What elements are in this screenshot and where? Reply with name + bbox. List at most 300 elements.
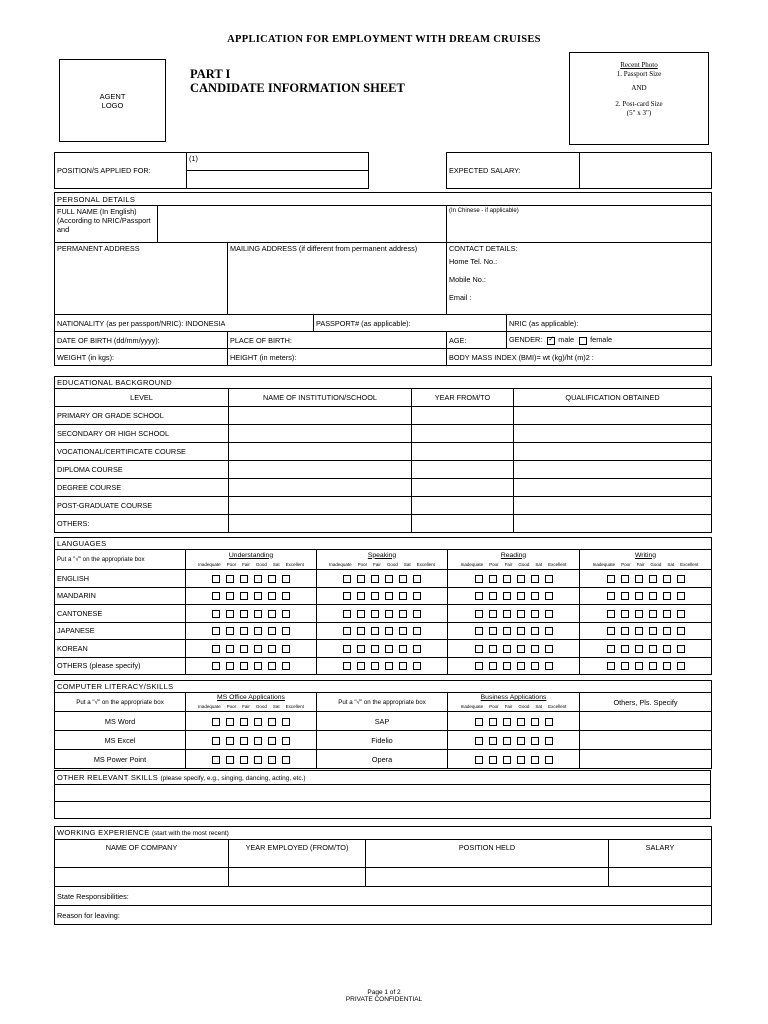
rating-checkbox[interactable] bbox=[545, 662, 553, 670]
rating-checkbox[interactable] bbox=[399, 645, 407, 653]
rating-checkbox[interactable] bbox=[663, 645, 671, 653]
rating-checkboxes bbox=[448, 622, 580, 640]
work-cell[interactable] bbox=[229, 868, 366, 887]
rating-checkbox[interactable] bbox=[531, 662, 539, 670]
rating-checkbox[interactable] bbox=[240, 627, 248, 635]
rating-checkbox[interactable] bbox=[531, 645, 539, 653]
rating-checkbox[interactable] bbox=[621, 645, 629, 653]
scale-label: Sat bbox=[535, 704, 543, 709]
rating-checkbox[interactable] bbox=[489, 645, 497, 653]
rating-checkbox[interactable] bbox=[371, 610, 379, 618]
rating-checkbox[interactable] bbox=[517, 610, 525, 618]
scale-label: Poor bbox=[621, 561, 631, 567]
other-skills-input[interactable] bbox=[55, 802, 711, 819]
rating-checkbox[interactable] bbox=[489, 627, 497, 635]
edu-cell[interactable] bbox=[412, 443, 514, 461]
female-checkbox[interactable] bbox=[579, 337, 587, 345]
rating-checkbox[interactable] bbox=[475, 610, 483, 618]
rating-checkbox[interactable] bbox=[385, 662, 393, 670]
rating-checkbox[interactable] bbox=[413, 575, 421, 583]
rating-checkbox[interactable] bbox=[649, 645, 657, 653]
language-row-label: MANDARIN bbox=[55, 587, 186, 605]
edu-cell[interactable] bbox=[514, 443, 712, 461]
rating-checkbox[interactable] bbox=[240, 610, 248, 618]
rating-checkbox[interactable] bbox=[413, 592, 421, 600]
edu-cell[interactable] bbox=[412, 515, 514, 533]
dob-label: DATE OF BIRTH (dd/mm/yyyy): bbox=[55, 332, 228, 349]
rating-checkbox[interactable] bbox=[399, 592, 407, 600]
position-slot-1[interactable]: (1) bbox=[187, 153, 369, 171]
rating-checkboxes bbox=[317, 587, 448, 605]
rating-checkbox[interactable] bbox=[663, 627, 671, 635]
position-label: POSITION/S APPLIED FOR: bbox=[55, 153, 187, 189]
rating-checkbox[interactable] bbox=[489, 718, 497, 726]
rating-checkbox[interactable] bbox=[475, 627, 483, 635]
rating-checkbox[interactable] bbox=[489, 610, 497, 618]
rating-checkbox[interactable] bbox=[357, 627, 365, 635]
rating-checkbox[interactable] bbox=[226, 756, 234, 764]
rating-checkbox[interactable] bbox=[357, 645, 365, 653]
rating-checkbox[interactable] bbox=[226, 592, 234, 600]
edu-header-qualification: QUALIFICATION OBTAINED bbox=[514, 389, 712, 407]
contact-label: CONTACT DETAILS: bbox=[449, 244, 518, 253]
business-app-label: Opera bbox=[317, 750, 448, 769]
computer-instruction-1: Put a "√" on the appropriate box bbox=[55, 693, 186, 712]
rating-checkbox[interactable] bbox=[635, 610, 643, 618]
rating-checkbox[interactable] bbox=[545, 610, 553, 618]
edu-row-label: POST-GRADUATE COURSE bbox=[55, 497, 229, 515]
languages-rows bbox=[55, 570, 712, 675]
language-row-label: KOREAN bbox=[55, 640, 186, 658]
rating-checkbox[interactable] bbox=[371, 645, 379, 653]
rating-checkbox[interactable] bbox=[343, 645, 351, 653]
rating-checkbox[interactable] bbox=[517, 662, 525, 670]
rating-checkbox[interactable] bbox=[503, 592, 511, 600]
rating-checkbox[interactable] bbox=[503, 718, 511, 726]
scale-row bbox=[188, 560, 314, 569]
rating-checkbox[interactable] bbox=[268, 756, 276, 764]
rating-checkbox[interactable] bbox=[475, 756, 483, 764]
rating-checkbox[interactable] bbox=[517, 645, 525, 653]
rating-checkbox[interactable] bbox=[475, 718, 483, 726]
rating-checkbox[interactable] bbox=[517, 718, 525, 726]
scale-row bbox=[450, 560, 577, 569]
rating-checkbox[interactable] bbox=[475, 592, 483, 600]
edu-cell[interactable] bbox=[412, 497, 514, 515]
rating-checkbox[interactable] bbox=[254, 718, 262, 726]
rating-checkbox[interactable] bbox=[212, 718, 220, 726]
rating-checkbox[interactable] bbox=[240, 718, 248, 726]
rating-checkbox[interactable] bbox=[240, 645, 248, 653]
rating-checkbox[interactable] bbox=[545, 627, 553, 635]
age-label: AGE: bbox=[447, 332, 507, 349]
rating-checkbox[interactable] bbox=[385, 575, 393, 583]
rating-checkbox[interactable] bbox=[212, 627, 220, 635]
work-header-company: NAME OF COMPANY bbox=[55, 840, 229, 868]
rating-checkbox[interactable] bbox=[635, 645, 643, 653]
rating-checkbox[interactable] bbox=[607, 662, 615, 670]
rating-checkbox[interactable] bbox=[545, 737, 553, 745]
rating-checkbox[interactable] bbox=[282, 718, 290, 726]
work-header-salary: SALARY bbox=[609, 840, 712, 868]
rating-checkbox[interactable] bbox=[413, 662, 421, 670]
salary-input[interactable] bbox=[580, 153, 712, 189]
skill-header bbox=[580, 550, 712, 570]
rating-checkbox[interactable] bbox=[475, 645, 483, 653]
edu-cell[interactable] bbox=[514, 425, 712, 443]
other-skills-input[interactable] bbox=[55, 785, 711, 802]
rating-checkbox[interactable] bbox=[475, 737, 483, 745]
rating-checkboxes bbox=[186, 731, 317, 750]
rating-checkbox[interactable] bbox=[240, 756, 248, 764]
rating-checkbox[interactable] bbox=[621, 575, 629, 583]
rating-checkbox[interactable] bbox=[282, 756, 290, 764]
scale-label: Good bbox=[650, 561, 662, 567]
rating-checkbox[interactable] bbox=[226, 627, 234, 635]
rating-checkbox[interactable] bbox=[621, 627, 629, 635]
rating-checkbox[interactable] bbox=[254, 592, 262, 600]
rating-checkbox[interactable] bbox=[413, 610, 421, 618]
edu-cell[interactable] bbox=[514, 497, 712, 515]
rating-checkbox[interactable] bbox=[663, 592, 671, 600]
rating-checkboxes bbox=[448, 587, 580, 605]
rating-checkbox[interactable] bbox=[607, 610, 615, 618]
rating-checkbox[interactable] bbox=[531, 756, 539, 764]
rating-checkbox[interactable] bbox=[371, 592, 379, 600]
rating-checkboxes bbox=[448, 605, 580, 623]
rating-checkbox[interactable] bbox=[357, 662, 365, 670]
education-section-title: EDUCATIONAL BACKGROUND bbox=[55, 377, 712, 389]
rating-checkbox[interactable] bbox=[212, 662, 220, 670]
rating-checkbox[interactable] bbox=[240, 575, 248, 583]
scale-label: Poor bbox=[357, 561, 368, 567]
rating-checkbox[interactable] bbox=[663, 610, 671, 618]
rating-checkbox[interactable] bbox=[517, 627, 525, 635]
edu-cell[interactable] bbox=[412, 407, 514, 425]
rating-checkbox[interactable] bbox=[503, 662, 511, 670]
edu-cell[interactable] bbox=[514, 407, 712, 425]
edu-cell[interactable] bbox=[229, 443, 412, 461]
scale-label: Inadequate bbox=[460, 561, 484, 567]
rating-checkbox[interactable] bbox=[268, 592, 276, 600]
male-checkbox[interactable] bbox=[547, 337, 555, 345]
rating-checkbox[interactable] bbox=[475, 575, 483, 583]
computer-instruction-2: Put a "√" on the appropriate box bbox=[317, 693, 448, 712]
rating-checkbox[interactable] bbox=[489, 575, 497, 583]
rating-checkbox[interactable] bbox=[635, 662, 643, 670]
edu-cell[interactable] bbox=[412, 461, 514, 479]
edu-row-label: VOCATIONAL/CERTIFICATE COURSE bbox=[55, 443, 229, 461]
scale-label: Sat bbox=[272, 704, 280, 709]
rating-checkbox[interactable] bbox=[240, 592, 248, 600]
rating-checkbox[interactable] bbox=[212, 645, 220, 653]
mobile-label: Mobile No.: bbox=[449, 275, 486, 284]
rating-checkbox[interactable] bbox=[649, 575, 657, 583]
photo-line-1: 1. Passport Size bbox=[616, 70, 662, 78]
rating-checkbox[interactable] bbox=[677, 575, 685, 583]
rating-checkbox[interactable] bbox=[531, 737, 539, 745]
rating-checkbox[interactable] bbox=[226, 662, 234, 670]
rating-checkbox[interactable] bbox=[677, 627, 685, 635]
rating-checkbox[interactable] bbox=[545, 718, 553, 726]
rating-checkbox[interactable] bbox=[385, 627, 393, 635]
rating-checkbox[interactable] bbox=[531, 575, 539, 583]
rating-checkbox[interactable] bbox=[371, 627, 379, 635]
rating-checkbox[interactable] bbox=[649, 662, 657, 670]
rating-checkbox[interactable] bbox=[254, 756, 262, 764]
rating-checkbox[interactable] bbox=[212, 592, 220, 600]
rating-checkbox[interactable] bbox=[663, 575, 671, 583]
rating-checkbox[interactable] bbox=[226, 575, 234, 583]
business-header: Business Applications bbox=[480, 694, 547, 701]
rating-checkbox[interactable] bbox=[385, 610, 393, 618]
edu-cell[interactable] bbox=[514, 479, 712, 497]
work-cell[interactable] bbox=[366, 868, 609, 887]
rating-checkboxes bbox=[448, 640, 580, 658]
edu-header-institution: NAME OF INSTITUTION/SCHOOL bbox=[229, 389, 412, 407]
rating-checkboxes bbox=[186, 640, 317, 658]
rating-checkbox[interactable] bbox=[503, 627, 511, 635]
rating-checkbox[interactable] bbox=[254, 575, 262, 583]
photo-line-3: (5" x 3") bbox=[626, 109, 652, 117]
other-skills-label: OTHER RELEVANT SKILLS bbox=[57, 772, 159, 782]
photo-box bbox=[569, 52, 709, 145]
rating-checkbox[interactable] bbox=[268, 645, 276, 653]
rating-checkbox[interactable] bbox=[399, 610, 407, 618]
rating-checkbox[interactable] bbox=[385, 645, 393, 653]
rating-checkbox[interactable] bbox=[607, 592, 615, 600]
page-number: Page 1 of 2 bbox=[367, 989, 401, 996]
photo-and: AND bbox=[631, 84, 647, 92]
scale-label: Excellent bbox=[548, 561, 567, 567]
rating-checkbox[interactable] bbox=[282, 645, 290, 653]
rating-checkbox[interactable] bbox=[343, 662, 351, 670]
edu-cell[interactable] bbox=[229, 497, 412, 515]
rating-checkbox[interactable] bbox=[607, 645, 615, 653]
rating-checkbox[interactable] bbox=[635, 627, 643, 635]
rating-checkbox[interactable] bbox=[545, 645, 553, 653]
rating-checkbox[interactable] bbox=[343, 575, 351, 583]
rating-checkbox[interactable] bbox=[503, 575, 511, 583]
rating-checkbox[interactable] bbox=[517, 737, 525, 745]
weight-label: WEIGHT (in kgs): bbox=[55, 349, 228, 366]
rating-checkbox[interactable] bbox=[254, 627, 262, 635]
rating-checkbox[interactable] bbox=[226, 737, 234, 745]
others-input[interactable] bbox=[580, 731, 712, 750]
edu-cell[interactable] bbox=[412, 479, 514, 497]
height-label: HEIGHT (in meters): bbox=[228, 349, 447, 366]
rating-checkbox[interactable] bbox=[268, 718, 276, 726]
rating-checkbox[interactable] bbox=[282, 737, 290, 745]
rating-checkbox[interactable] bbox=[343, 610, 351, 618]
rating-checkbox[interactable] bbox=[385, 592, 393, 600]
scale-label: Poor bbox=[226, 704, 237, 709]
rating-checkbox[interactable] bbox=[212, 756, 220, 764]
personal-table bbox=[54, 192, 712, 366]
business-app-label: Fidelio bbox=[317, 731, 448, 750]
rating-checkbox[interactable] bbox=[475, 662, 483, 670]
scale-row bbox=[582, 560, 709, 569]
rating-checkbox[interactable] bbox=[489, 662, 497, 670]
edu-cell[interactable] bbox=[412, 425, 514, 443]
rating-checkbox[interactable] bbox=[621, 592, 629, 600]
rating-checkbox[interactable] bbox=[212, 575, 220, 583]
rating-checkbox[interactable] bbox=[489, 592, 497, 600]
rating-checkbox[interactable] bbox=[517, 756, 525, 764]
scale-label: Fair bbox=[504, 704, 513, 709]
scale-label: Fair bbox=[242, 704, 250, 709]
full-name-input[interactable] bbox=[158, 206, 447, 243]
scale-row bbox=[319, 560, 445, 569]
rating-checkbox[interactable] bbox=[635, 575, 643, 583]
rating-checkbox[interactable] bbox=[545, 592, 553, 600]
rating-checkbox[interactable] bbox=[268, 627, 276, 635]
nationality-label: NATIONALITY (as per passport/NRIC): INDONESIA bbox=[55, 315, 314, 332]
scale-label: Excellent bbox=[680, 561, 699, 567]
rating-checkbox[interactable] bbox=[254, 662, 262, 670]
rating-checkboxes bbox=[186, 750, 317, 769]
rating-checkbox[interactable] bbox=[371, 662, 379, 670]
rating-checkbox[interactable] bbox=[282, 662, 290, 670]
rating-checkbox[interactable] bbox=[531, 592, 539, 600]
rating-checkbox[interactable] bbox=[649, 610, 657, 618]
rating-checkbox[interactable] bbox=[607, 575, 615, 583]
rating-checkbox[interactable] bbox=[649, 592, 657, 600]
rating-checkbox[interactable] bbox=[371, 575, 379, 583]
rating-checkbox[interactable] bbox=[282, 575, 290, 583]
rating-checkbox[interactable] bbox=[503, 610, 511, 618]
scale-label: Fair bbox=[242, 561, 250, 567]
rating-checkbox[interactable] bbox=[677, 662, 685, 670]
rating-checkbox[interactable] bbox=[357, 592, 365, 600]
edu-cell[interactable] bbox=[229, 479, 412, 497]
scale-row bbox=[450, 702, 577, 711]
work-cell[interactable] bbox=[55, 868, 229, 887]
rating-checkbox[interactable] bbox=[545, 575, 553, 583]
rating-checkbox[interactable] bbox=[531, 718, 539, 726]
edu-row-label: OTHERS: bbox=[55, 515, 229, 533]
rating-checkbox[interactable] bbox=[503, 737, 511, 745]
others-input[interactable] bbox=[580, 750, 712, 769]
rating-checkboxes bbox=[186, 657, 317, 675]
part-heading bbox=[190, 67, 405, 95]
rating-checkbox[interactable] bbox=[517, 592, 525, 600]
edu-cell[interactable] bbox=[229, 461, 412, 479]
rating-checkbox[interactable] bbox=[621, 610, 629, 618]
rating-checkbox[interactable] bbox=[343, 627, 351, 635]
rating-checkbox[interactable] bbox=[503, 756, 511, 764]
rating-checkbox[interactable] bbox=[663, 662, 671, 670]
rating-checkboxes bbox=[580, 657, 712, 675]
rating-checkbox[interactable] bbox=[649, 627, 657, 635]
rating-checkbox[interactable] bbox=[677, 592, 685, 600]
edu-cell[interactable] bbox=[514, 515, 712, 533]
rating-checkbox[interactable] bbox=[413, 627, 421, 635]
rating-checkbox[interactable] bbox=[357, 575, 365, 583]
rating-checkbox[interactable] bbox=[343, 592, 351, 600]
rating-checkbox[interactable] bbox=[489, 737, 497, 745]
rating-checkbox[interactable] bbox=[621, 662, 629, 670]
rating-checkbox[interactable] bbox=[531, 610, 539, 618]
rating-checkbox[interactable] bbox=[240, 737, 248, 745]
rating-checkboxes bbox=[186, 587, 317, 605]
rating-checkboxes bbox=[186, 605, 317, 623]
rating-checkbox[interactable] bbox=[517, 575, 525, 583]
rating-checkbox[interactable] bbox=[226, 610, 234, 618]
rating-checkbox[interactable] bbox=[254, 645, 262, 653]
edu-cell[interactable] bbox=[229, 425, 412, 443]
others-input[interactable] bbox=[580, 712, 712, 731]
language-row-label: JAPANESE bbox=[55, 622, 186, 640]
rating-checkbox[interactable] bbox=[282, 610, 290, 618]
rating-checkbox[interactable] bbox=[607, 627, 615, 635]
rating-checkbox[interactable] bbox=[268, 737, 276, 745]
rating-checkbox[interactable] bbox=[240, 662, 248, 670]
photo-line-2: 2. Post-card Size bbox=[615, 100, 663, 108]
rating-checkbox[interactable] bbox=[531, 627, 539, 635]
rating-checkbox[interactable] bbox=[413, 645, 421, 653]
rating-checkbox[interactable] bbox=[268, 662, 276, 670]
work-title bbox=[55, 827, 712, 840]
position-slot-2[interactable] bbox=[187, 171, 369, 189]
rating-checkbox[interactable] bbox=[212, 610, 220, 618]
rating-checkbox[interactable] bbox=[226, 718, 234, 726]
rating-checkbox[interactable] bbox=[212, 737, 220, 745]
contact-details bbox=[447, 243, 712, 315]
rating-checkbox[interactable] bbox=[282, 592, 290, 600]
rating-checkbox[interactable] bbox=[399, 627, 407, 635]
rating-checkbox[interactable] bbox=[357, 610, 365, 618]
scale-label: Sat bbox=[535, 561, 543, 567]
scale-label: Poor bbox=[489, 704, 499, 709]
part-label: PART I bbox=[190, 67, 231, 81]
rating-checkbox[interactable] bbox=[545, 756, 553, 764]
edu-cell[interactable] bbox=[514, 461, 712, 479]
scale-label: Inadequate bbox=[460, 704, 484, 709]
rating-checkbox[interactable] bbox=[635, 592, 643, 600]
rating-checkbox[interactable] bbox=[489, 756, 497, 764]
reason-label: Reason for leaving: bbox=[55, 906, 712, 925]
edu-row-label: DEGREE COURSE bbox=[55, 479, 229, 497]
rating-checkbox[interactable] bbox=[503, 645, 511, 653]
rating-checkbox[interactable] bbox=[226, 645, 234, 653]
scale-label: Sat bbox=[667, 561, 675, 567]
work-cell[interactable] bbox=[609, 868, 712, 887]
rating-checkbox[interactable] bbox=[254, 737, 262, 745]
rating-checkbox[interactable] bbox=[282, 627, 290, 635]
page-footer bbox=[0, 989, 768, 1003]
position-gap bbox=[369, 153, 447, 189]
edu-cell[interactable] bbox=[229, 515, 412, 533]
passport-label: PASSPORT# (as applicable): bbox=[314, 315, 507, 332]
rating-checkbox[interactable] bbox=[677, 645, 685, 653]
languages-table bbox=[54, 537, 712, 675]
rating-checkbox[interactable] bbox=[268, 610, 276, 618]
rating-checkbox[interactable] bbox=[268, 575, 276, 583]
edu-row-label: DIPLOMA COURSE bbox=[55, 461, 229, 479]
computer-section-title: COMPUTER LITERACY/SKILLS bbox=[55, 681, 712, 693]
scale-row bbox=[188, 702, 314, 711]
rating-checkbox[interactable] bbox=[254, 610, 262, 618]
rating-checkbox[interactable] bbox=[677, 610, 685, 618]
edu-cell[interactable] bbox=[229, 407, 412, 425]
scale-label: Fair bbox=[504, 561, 513, 567]
rating-checkbox[interactable] bbox=[399, 575, 407, 583]
skill-label: Writing bbox=[634, 551, 657, 559]
rating-checkbox[interactable] bbox=[399, 662, 407, 670]
chinese-name-label: (In Chinese - if applicable) bbox=[447, 206, 712, 243]
education-table bbox=[54, 376, 712, 533]
